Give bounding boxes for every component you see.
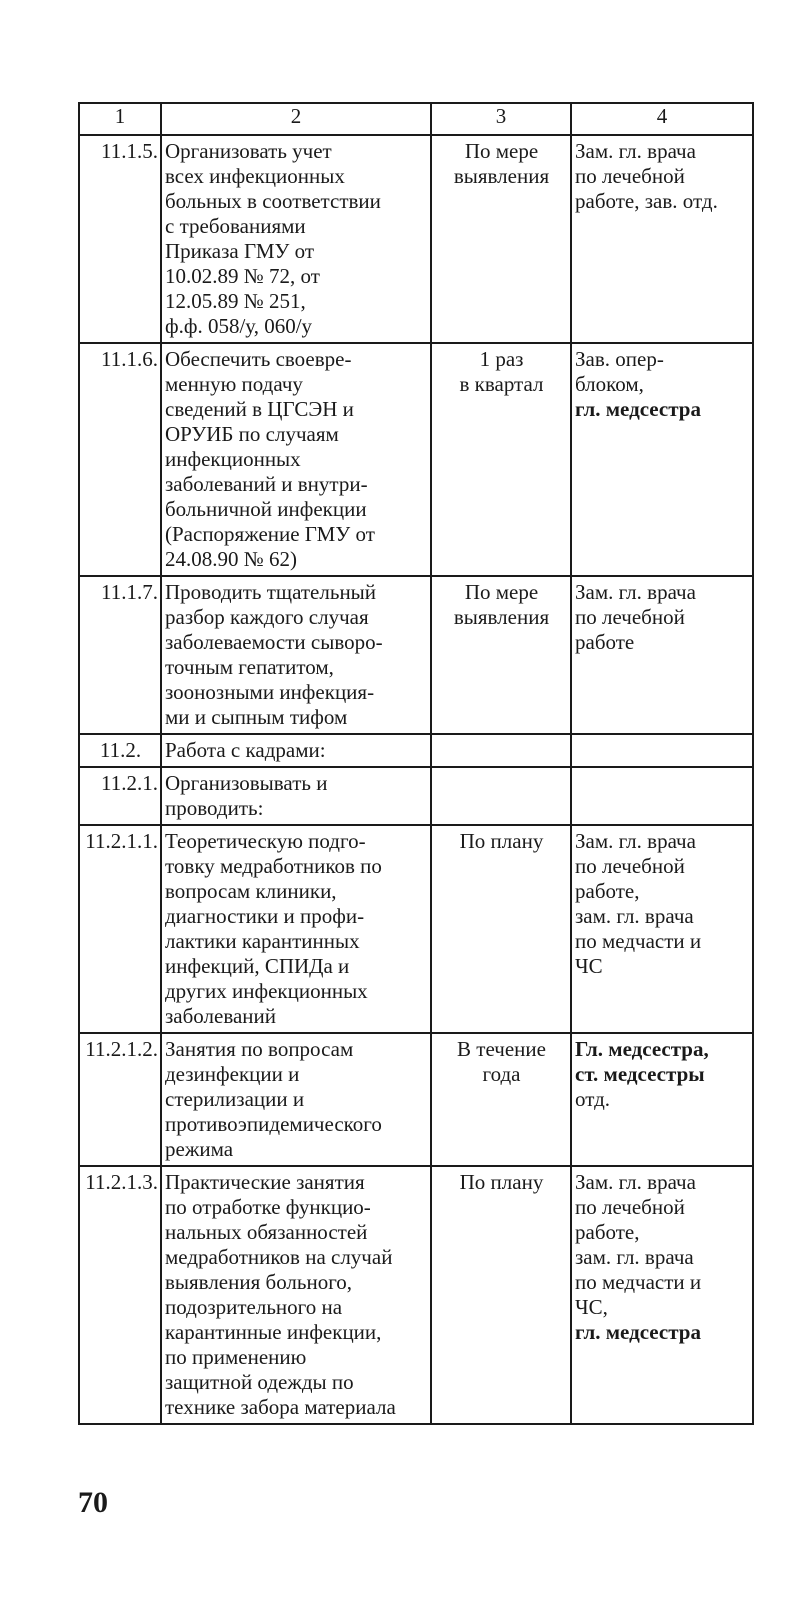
table-row [79,734,753,767]
item-deadline: По плану [431,825,571,1033]
item-number: 11.2.1.2. [79,1033,161,1166]
item-deadline: По мере выявления [431,576,571,734]
item-number: 11.1.7. [79,576,161,734]
header-cell-number: 1 [79,103,161,135]
responsible-text: Зав. опер- блоком, [575,347,664,396]
responsible-text: Зам. гл. врача по лечебной работе, зам. гл. врача по медчасти и ЧС [575,829,702,978]
responsible-text: Зам. гл. врача по лечебной работе [575,580,696,654]
item-action: Практические занятия по отработке функцио- нальных обязанностей медработников на случай выявления больного, подозрительного на карантинные инфекции, по применению защитной одежды по технике забора материала [161,1166,431,1424]
item-action: Теоретическую подго- товку медработников по вопросам клиники, диагностики и профи- лактики карантинных инфекций, СПИДа и других инфекционных заболеваний [161,825,431,1033]
item-responsible [571,1166,753,1424]
responsible-bold-text: гл. медсестра [575,1320,701,1344]
table-row [79,135,753,343]
item-responsible [571,576,753,734]
item-deadline: 1 раз в квартал [431,343,571,576]
item-responsible [571,1033,753,1166]
table-row [79,767,753,825]
item-deadline: По плану [431,1166,571,1424]
header-cell-action: 2 [161,103,431,135]
item-action: Организовывать и проводить: [161,767,431,825]
item-responsible [571,767,753,825]
item-deadline: В течение года [431,1033,571,1166]
responsible-bold-text: Гл. медсестра, ст. медсестры [575,1037,709,1086]
item-number: 11.2.1.3. [79,1166,161,1424]
header-cell-responsible: 4 [571,103,753,135]
responsible-bold-text: гл. медсестра [575,397,701,421]
item-number: 11.1.6. [79,343,161,576]
item-action: Работа с кадрами: [161,734,431,767]
item-responsible [571,343,753,576]
item-responsible [571,135,753,343]
table-row [79,343,753,576]
header-cell-deadline: 3 [431,103,571,135]
item-action: Занятия по вопросам дезинфекции и стерилизации и противоэпидемического режима [161,1033,431,1166]
item-number: 11.2. [79,734,161,767]
item-action: Обеспечить своевре- менную подачу сведений в ЦГСЭН и ОРУИБ по случаям инфекционных заболеваний и внутри- больничной инфекции (Распоряжение ГМУ от 24.08.90 № 62) [161,343,431,576]
item-action: Проводить тщательный разбор каждого случая заболеваемости сыворо- точным гепатитом, зоонозными инфекция- ми и сыпным тифом [161,576,431,734]
item-deadline: По мере выявления [431,135,571,343]
table-row [79,1033,753,1166]
table-row [79,825,753,1033]
item-responsible [571,734,753,767]
item-number: 11.1.5. [79,135,161,343]
item-number: 11.2.1.1. [79,825,161,1033]
header-row [79,103,753,135]
item-deadline [431,734,571,767]
plan-table [78,102,754,1425]
responsible-text: Зам. гл. врача по лечебной работе, зав. отд. [575,139,718,213]
responsible-text: отд. [575,1087,611,1111]
responsible-text: Зам. гл. врача по лечебной работе, зам. гл. врача по медчасти и ЧС, [575,1170,702,1319]
item-responsible [571,825,753,1033]
table-row [79,1166,753,1424]
item-deadline [431,767,571,825]
page-number: 70 [78,1486,108,1519]
table-row [79,576,753,734]
item-action: Организовать учет всех инфекционных больных в соответствии с требованиями Приказа ГМУ от 10.02.89 № 72, от 12.05.89 № 251, ф.ф. 058/у, 060/у [161,135,431,343]
item-number: 11.2.1. [79,767,161,825]
